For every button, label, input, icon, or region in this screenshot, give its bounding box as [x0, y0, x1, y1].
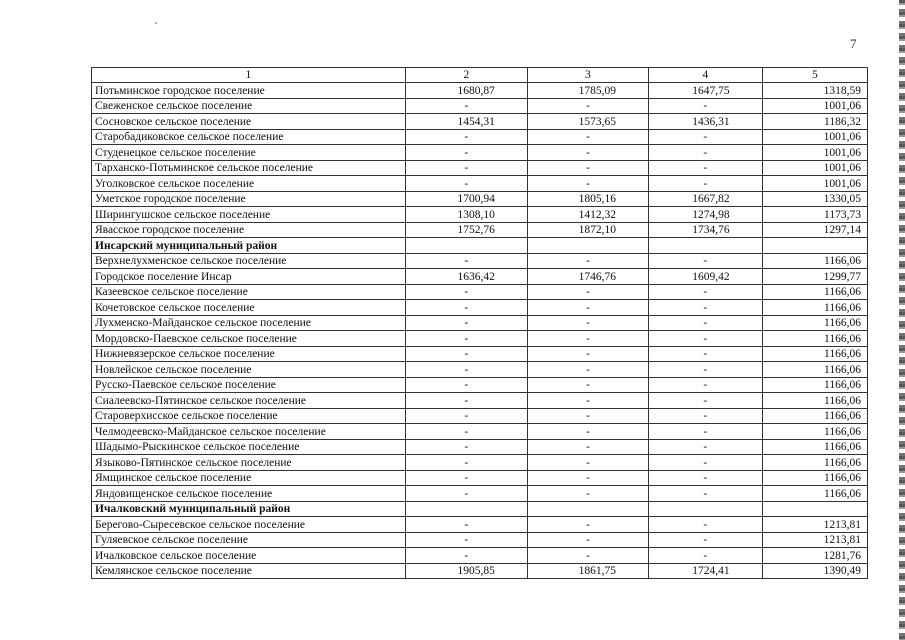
value-cell-col5: 1213,81: [762, 517, 867, 533]
value-cell-col5: 1166,06: [762, 408, 867, 424]
value-cell-col4: -: [648, 362, 762, 378]
value-cell-col5: 1166,06: [762, 253, 867, 269]
settlement-name-cell: Тарханско-Потьминское сельское поселение: [92, 160, 406, 176]
value-cell-col3: -: [527, 98, 648, 114]
settlement-name-cell: Староверхисское сельское поселение: [92, 408, 406, 424]
table-body: [92, 68, 868, 579]
value-cell-col3: -: [527, 284, 648, 300]
value-cell-col4: 1274,98: [648, 207, 762, 223]
value-cell-col4: -: [648, 98, 762, 114]
settlement-name-cell: Берегово-Сыресевское сельское поселение: [92, 517, 406, 533]
value-cell-col5: 1001,06: [762, 129, 867, 145]
settlement-name-cell: Ширингушское сельское поселение: [92, 207, 406, 223]
value-cell-col3: 1805,16: [527, 191, 648, 207]
value-cell-col4: -: [648, 346, 762, 362]
value-cell-col3: -: [527, 455, 648, 471]
table-row: [92, 408, 868, 424]
table-row: [92, 284, 868, 300]
empty-cell: [527, 501, 648, 517]
value-cell-col4: -: [648, 486, 762, 502]
value-cell-col4: -: [648, 253, 762, 269]
table-row: [92, 486, 868, 502]
column-header: 2: [405, 68, 527, 83]
value-cell-col4: -: [648, 532, 762, 548]
settlement-name-cell: Ичалковское сельское поселение: [92, 548, 406, 564]
settlement-name-cell: Старобадиковское сельское поселение: [92, 129, 406, 145]
settlement-name-cell: Уметское городское поселение: [92, 191, 406, 207]
empty-cell: [762, 501, 867, 517]
table-row: [92, 346, 868, 362]
settlement-name-cell: Сосновское сельское поселение: [92, 114, 406, 130]
value-cell-col5: 1166,06: [762, 315, 867, 331]
value-cell-col3: -: [527, 129, 648, 145]
value-cell-col4: -: [648, 129, 762, 145]
settlement-name-cell: Кочетовское сельское поселение: [92, 300, 406, 316]
value-cell-col3: 1746,76: [527, 269, 648, 285]
value-cell-col2: -: [405, 455, 527, 471]
value-cell-col5: 1001,06: [762, 145, 867, 161]
value-cell-col3: -: [527, 145, 648, 161]
table-row: [92, 331, 868, 347]
data-table: [91, 67, 868, 579]
settlement-name-cell: Казеевское сельское поселение: [92, 284, 406, 300]
table-row: [92, 377, 868, 393]
value-cell-col4: 1734,76: [648, 222, 762, 238]
value-cell-col5: 1330,05: [762, 191, 867, 207]
value-cell-col2: -: [405, 532, 527, 548]
table-row: [92, 145, 868, 161]
value-cell-col2: -: [405, 160, 527, 176]
value-cell-col4: 1724,41: [648, 563, 762, 579]
column-header: 4: [648, 68, 762, 83]
value-cell-col4: -: [648, 517, 762, 533]
value-cell-col3: -: [527, 424, 648, 440]
column-header: 3: [527, 68, 648, 83]
table-row: [92, 548, 868, 564]
settlement-name-cell: Мордовско-Паевское сельское поселение: [92, 331, 406, 347]
value-cell-col5: 1390,49: [762, 563, 867, 579]
table-row: [92, 439, 868, 455]
value-cell-col3: -: [527, 315, 648, 331]
table-row: [92, 315, 868, 331]
value-cell-col2: -: [405, 129, 527, 145]
value-cell-col2: 1308,10: [405, 207, 527, 223]
value-cell-col2: 1636,42: [405, 269, 527, 285]
settlement-name-cell: Гуляевское сельское поселение: [92, 532, 406, 548]
value-cell-col3: -: [527, 532, 648, 548]
value-cell-col5: 1166,06: [762, 346, 867, 362]
value-cell-col5: 1166,06: [762, 284, 867, 300]
value-cell-col5: 1166,06: [762, 486, 867, 502]
value-cell-col2: 1905,85: [405, 563, 527, 579]
value-cell-col2: -: [405, 393, 527, 409]
value-cell-col2: -: [405, 145, 527, 161]
value-cell-col5: 1297,14: [762, 222, 867, 238]
settlement-name-cell: Лухменско-Майданское сельское поселение: [92, 315, 406, 331]
value-cell-col3: -: [527, 486, 648, 502]
value-cell-col2: 1752,76: [405, 222, 527, 238]
settlement-name-cell: Нижневязерское сельское поселение: [92, 346, 406, 362]
page-number: 7: [850, 36, 857, 51]
value-cell-col4: -: [648, 470, 762, 486]
table-row: [92, 114, 868, 130]
value-cell-col2: -: [405, 176, 527, 192]
settlement-name-cell: Верхнелухменское сельское поселение: [92, 253, 406, 269]
settlement-name-cell: Кемлянское сельское поселение: [92, 563, 406, 579]
value-cell-col2: -: [405, 486, 527, 502]
value-cell-col4: 1609,42: [648, 269, 762, 285]
settlement-name-cell: Языково-Пятинское сельское поселение: [92, 455, 406, 471]
empty-cell: [762, 238, 867, 254]
value-cell-col5: 1173,73: [762, 207, 867, 223]
value-cell-col4: -: [648, 331, 762, 347]
value-cell-col2: -: [405, 346, 527, 362]
column-header: 5: [762, 68, 867, 83]
value-cell-col3: -: [527, 160, 648, 176]
settlement-name-cell: Городское поселение Инсар: [92, 269, 406, 285]
value-cell-col4: -: [648, 455, 762, 471]
district-row: [92, 501, 868, 517]
value-cell-col5: 1166,06: [762, 470, 867, 486]
empty-cell: [527, 238, 648, 254]
settlement-name-cell: Потьминское городское поселение: [92, 83, 406, 99]
table-row: [92, 532, 868, 548]
table-row: [92, 393, 868, 409]
value-cell-col4: -: [648, 300, 762, 316]
value-cell-col5: 1318,59: [762, 83, 867, 99]
value-cell-col2: -: [405, 470, 527, 486]
value-cell-col3: -: [527, 300, 648, 316]
settlement-name-cell: Яндовищенское сельское поселение: [92, 486, 406, 502]
settlement-name-cell: Уголковское сельское поселение: [92, 176, 406, 192]
table-row: [92, 362, 868, 378]
table-row: [92, 563, 868, 579]
value-cell-col5: 1166,06: [762, 439, 867, 455]
district-row: [92, 238, 868, 254]
empty-cell: [648, 238, 762, 254]
value-cell-col2: -: [405, 362, 527, 378]
table-row: [92, 207, 868, 223]
value-cell-col2: 1700,94: [405, 191, 527, 207]
value-cell-col3: -: [527, 548, 648, 564]
table-row: [92, 455, 868, 471]
value-cell-col3: -: [527, 253, 648, 269]
value-cell-col3: -: [527, 176, 648, 192]
table-row: [92, 300, 868, 316]
table-row: [92, 424, 868, 440]
value-cell-col3: 1785,09: [527, 83, 648, 99]
table-header-row: [92, 68, 868, 83]
table-row: [92, 269, 868, 285]
value-cell-col2: -: [405, 517, 527, 533]
value-cell-col4: 1436,31: [648, 114, 762, 130]
value-cell-col3: -: [527, 517, 648, 533]
value-cell-col3: -: [527, 393, 648, 409]
value-cell-col3: -: [527, 408, 648, 424]
settlement-name-cell: Сиалеевско-Пятинское сельское поселение: [92, 393, 406, 409]
value-cell-col4: -: [648, 424, 762, 440]
value-cell-col5: 1166,06: [762, 300, 867, 316]
value-cell-col2: -: [405, 98, 527, 114]
value-cell-col4: -: [648, 145, 762, 161]
value-cell-col4: -: [648, 377, 762, 393]
empty-cell: [405, 238, 527, 254]
table-row: [92, 191, 868, 207]
scan-edge-artifact: [899, 0, 905, 640]
value-cell-col2: -: [405, 424, 527, 440]
value-cell-col4: 1667,82: [648, 191, 762, 207]
value-cell-col4: -: [648, 284, 762, 300]
value-cell-col5: 1166,06: [762, 455, 867, 471]
value-cell-col2: -: [405, 315, 527, 331]
value-cell-col2: 1680,87: [405, 83, 527, 99]
settlement-name-cell: Шадымо-Рыскинское сельское поселение: [92, 439, 406, 455]
value-cell-col2: -: [405, 284, 527, 300]
table-row: [92, 253, 868, 269]
value-cell-col5: 1213,81: [762, 532, 867, 548]
table-row: [92, 176, 868, 192]
value-cell-col3: 1573,65: [527, 114, 648, 130]
value-cell-col4: -: [648, 548, 762, 564]
table-row: [92, 517, 868, 533]
value-cell-col5: 1166,06: [762, 424, 867, 440]
district-name: Инсарский муниципальный район: [92, 238, 406, 254]
value-cell-col5: 1001,06: [762, 176, 867, 192]
value-cell-col5: 1299,77: [762, 269, 867, 285]
settlement-name-cell: Челмодеевско-Майданское сельское поселение: [92, 424, 406, 440]
value-cell-col5: 1166,06: [762, 393, 867, 409]
value-cell-col2: -: [405, 331, 527, 347]
table-row: [92, 222, 868, 238]
settlement-name-cell: Свеженское сельское поселение: [92, 98, 406, 114]
district-name: Ичалковский муниципальный район: [92, 501, 406, 517]
value-cell-col2: -: [405, 253, 527, 269]
value-cell-col2: 1454,31: [405, 114, 527, 130]
value-cell-col4: -: [648, 439, 762, 455]
settlement-name-cell: Явасское городское поселение: [92, 222, 406, 238]
settlement-name-cell: Студенецкое сельское поселение: [92, 145, 406, 161]
value-cell-col5: 1166,06: [762, 331, 867, 347]
value-cell-col3: -: [527, 346, 648, 362]
value-cell-col5: 1001,06: [762, 98, 867, 114]
value-cell-col3: 1412,32: [527, 207, 648, 223]
value-cell-col4: 1647,75: [648, 83, 762, 99]
empty-cell: [648, 501, 762, 517]
value-cell-col4: -: [648, 160, 762, 176]
scan-speck: [155, 22, 157, 24]
value-cell-col3: 1872,10: [527, 222, 648, 238]
value-cell-col2: -: [405, 408, 527, 424]
value-cell-col4: -: [648, 176, 762, 192]
table-row: [92, 98, 868, 114]
settlement-name-cell: Ямщинское сельское поселение: [92, 470, 406, 486]
table-row: [92, 129, 868, 145]
value-cell-col3: -: [527, 470, 648, 486]
table-row: [92, 83, 868, 99]
settlement-name-cell: Русско-Паевское сельское поселение: [92, 377, 406, 393]
value-cell-col3: -: [527, 331, 648, 347]
settlement-name-cell: Новлейское сельское поселение: [92, 362, 406, 378]
value-cell-col4: -: [648, 315, 762, 331]
value-cell-col2: -: [405, 439, 527, 455]
value-cell-col5: 1281,76: [762, 548, 867, 564]
value-cell-col3: 1861,75: [527, 563, 648, 579]
value-cell-col5: 1001,06: [762, 160, 867, 176]
column-header: 1: [92, 68, 406, 83]
value-cell-col5: 1166,06: [762, 362, 867, 378]
empty-cell: [405, 501, 527, 517]
table-row: [92, 470, 868, 486]
value-cell-col2: -: [405, 548, 527, 564]
value-cell-col2: -: [405, 377, 527, 393]
value-cell-col4: -: [648, 393, 762, 409]
value-cell-col4: -: [648, 408, 762, 424]
table-row: [92, 160, 868, 176]
value-cell-col3: -: [527, 377, 648, 393]
value-cell-col3: -: [527, 362, 648, 378]
value-cell-col5: 1166,06: [762, 377, 867, 393]
value-cell-col3: -: [527, 439, 648, 455]
value-cell-col2: -: [405, 300, 527, 316]
value-cell-col5: 1186,32: [762, 114, 867, 130]
